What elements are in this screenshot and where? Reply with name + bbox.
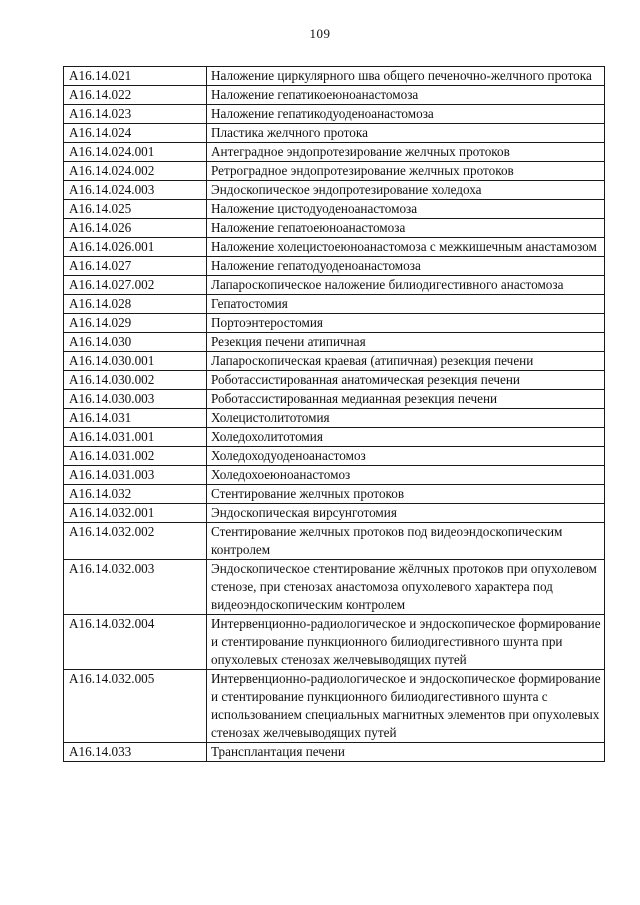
table-row bbox=[64, 447, 605, 466]
table-row bbox=[64, 86, 605, 105]
procedure-name-cell: Гепатостомия bbox=[207, 295, 605, 314]
procedure-code-cell: А16.14.030 bbox=[64, 333, 207, 352]
procedure-name-cell: Лапароскопическая краевая (атипичная) резекция печени bbox=[207, 352, 605, 371]
procedure-name-cell: Эндоскопическая вирсунготомия bbox=[207, 504, 605, 523]
procedure-code-cell: А16.14.032.001 bbox=[64, 504, 207, 523]
procedure-name-cell: Трансплантация печени bbox=[207, 743, 605, 762]
procedure-code-cell: А16.14.032 bbox=[64, 485, 207, 504]
table-row bbox=[64, 333, 605, 352]
procedure-name-cell: Холедохолитотомия bbox=[207, 428, 605, 447]
procedure-name-cell: Эндоскопическое эндопротезирование холедоха bbox=[207, 181, 605, 200]
procedure-name-cell: Интервенционно-радиологическое и эндоскопическое формирование и стентирование пункционного билиодигестивного шунта при опухолевых стенозах желчевыводящих путей bbox=[207, 615, 605, 670]
procedure-code-cell: А16.14.026 bbox=[64, 219, 207, 238]
table-row bbox=[64, 743, 605, 762]
procedure-code-cell: А16.14.026.001 bbox=[64, 238, 207, 257]
procedure-name-cell: Наложение циркулярного шва общего печеночно-желчного протока bbox=[207, 67, 605, 86]
procedure-name-cell: Ретроградное эндопротезирование желчных протоков bbox=[207, 162, 605, 181]
table-row bbox=[64, 523, 605, 560]
procedure-code-cell: А16.14.031.003 bbox=[64, 466, 207, 485]
procedure-codes-body bbox=[64, 67, 605, 762]
table-row bbox=[64, 466, 605, 485]
procedure-codes-table bbox=[63, 66, 605, 762]
procedure-code-cell: А16.14.031.002 bbox=[64, 447, 207, 466]
procedure-name-cell: Наложение холецистоеюноанастомоза с межкишечным анастамозом bbox=[207, 238, 605, 257]
procedure-name-cell: Лапароскопическое наложение билиодигестивного анастомоза bbox=[207, 276, 605, 295]
table-row bbox=[64, 276, 605, 295]
procedure-name-cell: Эндоскопическое стентирование жёлчных протоков при опухолевом стенозе, при стенозах анастомоза опухолевого характера под видеоэндоскопическим контролем bbox=[207, 560, 605, 615]
table-row bbox=[64, 105, 605, 124]
procedure-code-cell: А16.14.031 bbox=[64, 409, 207, 428]
table-row bbox=[64, 181, 605, 200]
procedure-name-cell: Холецистолитотомия bbox=[207, 409, 605, 428]
procedure-code-cell: А16.14.027 bbox=[64, 257, 207, 276]
procedure-name-cell: Наложение цистодуоденоанастомоза bbox=[207, 200, 605, 219]
procedure-name-cell: Роботассистированная медианная резекция печени bbox=[207, 390, 605, 409]
procedure-code-cell: А16.14.032.004 bbox=[64, 615, 207, 670]
procedure-name-cell: Интервенционно-радиологическое и эндоскопическое формирование и стентирование пункционного билиодигестивного шунта с использованием специальных магнитных элементов при опухолевых стенозах желчевыводящих путей bbox=[207, 670, 605, 743]
table-row bbox=[64, 504, 605, 523]
procedure-code-cell: А16.14.032.002 bbox=[64, 523, 207, 560]
procedure-code-cell: А16.14.022 bbox=[64, 86, 207, 105]
table-row bbox=[64, 485, 605, 504]
procedure-code-cell: А16.14.030.001 bbox=[64, 352, 207, 371]
procedure-code-cell: А16.14.024.002 bbox=[64, 162, 207, 181]
table-row bbox=[64, 371, 605, 390]
table-row bbox=[64, 295, 605, 314]
procedure-name-cell: Холедохоеюноанастомоз bbox=[207, 466, 605, 485]
table-row bbox=[64, 238, 605, 257]
procedure-code-cell: А16.14.024 bbox=[64, 124, 207, 143]
table-row bbox=[64, 67, 605, 86]
procedure-name-cell: Наложение гепатикодуоденоанастомоза bbox=[207, 105, 605, 124]
table-row bbox=[64, 670, 605, 743]
procedure-name-cell: Пластика желчного протока bbox=[207, 124, 605, 143]
procedure-code-cell: А16.14.027.002 bbox=[64, 276, 207, 295]
procedure-name-cell: Портоэнтеростомия bbox=[207, 314, 605, 333]
procedure-name-cell: Роботассистированная анатомическая резекция печени bbox=[207, 371, 605, 390]
procedure-code-cell: А16.14.032.005 bbox=[64, 670, 207, 743]
procedure-code-cell: А16.14.025 bbox=[64, 200, 207, 219]
procedure-code-cell: А16.14.028 bbox=[64, 295, 207, 314]
table-row bbox=[64, 352, 605, 371]
procedure-name-cell: Резекция печени атипичная bbox=[207, 333, 605, 352]
table-row bbox=[64, 143, 605, 162]
procedure-code-cell: А16.14.021 bbox=[64, 67, 207, 86]
procedure-code-cell: А16.14.033 bbox=[64, 743, 207, 762]
table-row bbox=[64, 124, 605, 143]
procedure-code-cell: А16.14.024.001 bbox=[64, 143, 207, 162]
procedure-name-cell: Стентирование желчных протоков под видеоэндоскопическим контролем bbox=[207, 523, 605, 560]
table-row bbox=[64, 560, 605, 615]
procedure-name-cell: Холедоходуоденоанастомоз bbox=[207, 447, 605, 466]
procedure-code-cell: А16.14.031.001 bbox=[64, 428, 207, 447]
procedure-code-cell: А16.14.023 bbox=[64, 105, 207, 124]
table-row bbox=[64, 314, 605, 333]
procedure-name-cell: Наложение гепатоеюноанастомоза bbox=[207, 219, 605, 238]
procedure-code-cell: А16.14.029 bbox=[64, 314, 207, 333]
procedure-code-cell: А16.14.032.003 bbox=[64, 560, 207, 615]
table-row bbox=[64, 615, 605, 670]
procedure-code-cell: А16.14.030.002 bbox=[64, 371, 207, 390]
table-row bbox=[64, 428, 605, 447]
table-row bbox=[64, 390, 605, 409]
procedure-name-cell: Наложение гепатикоеюноанастомоза bbox=[207, 86, 605, 105]
table-row bbox=[64, 200, 605, 219]
table-row bbox=[64, 219, 605, 238]
procedure-name-cell: Стентирование желчных протоков bbox=[207, 485, 605, 504]
procedure-code-cell: А16.14.024.003 bbox=[64, 181, 207, 200]
table-row bbox=[64, 257, 605, 276]
procedure-name-cell: Антеградное эндопротезирование желчных протоков bbox=[207, 143, 605, 162]
procedure-name-cell: Наложение гепатодуоденоанастомоза bbox=[207, 257, 605, 276]
table-row bbox=[64, 409, 605, 428]
procedure-code-cell: А16.14.030.003 bbox=[64, 390, 207, 409]
table-row bbox=[64, 162, 605, 181]
page-number: 109 bbox=[309, 26, 331, 41]
